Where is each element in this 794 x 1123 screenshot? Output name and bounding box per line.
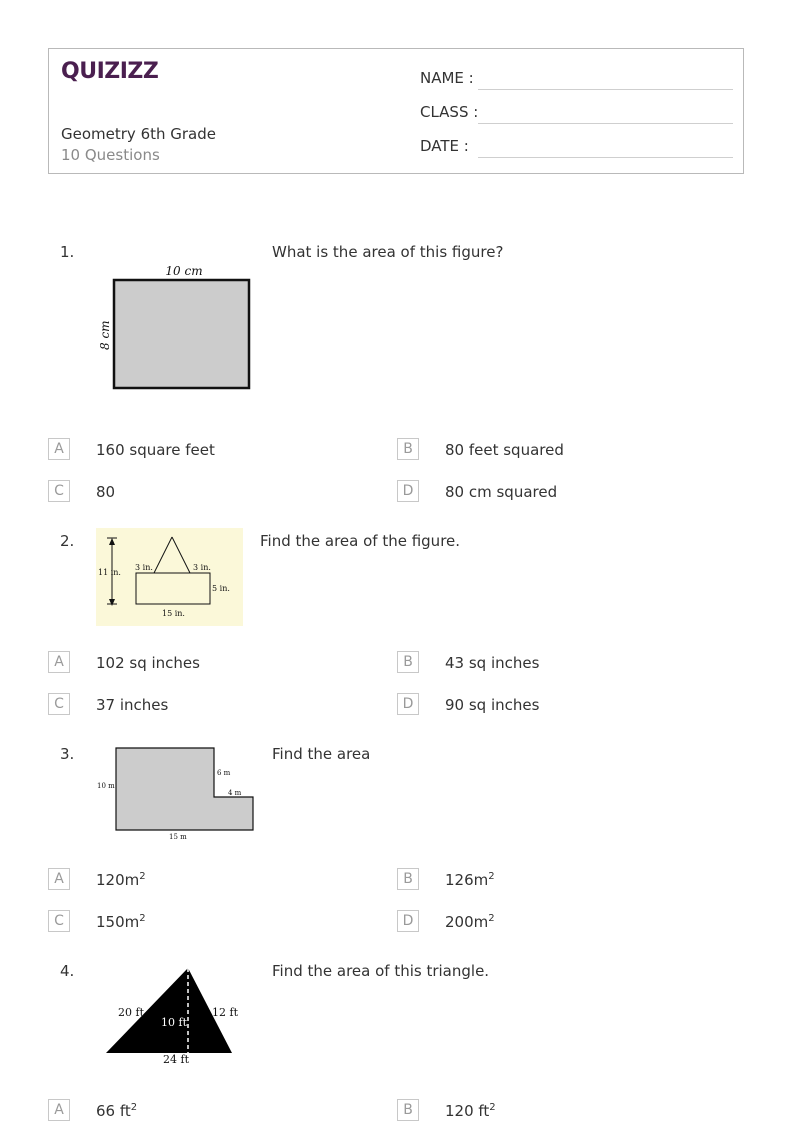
option-a-text[interactable]: $120m^2$ (96, 871, 146, 889)
figure-label: 11 in. (98, 568, 121, 577)
composite-figure (96, 528, 243, 626)
figure-label: 10 ft (161, 1016, 187, 1029)
figure-label: 10 cm (165, 264, 203, 278)
figure-label: 5 in. (212, 584, 230, 593)
question-text: What is the area of this figure? (272, 243, 504, 261)
question-number: 4. (60, 962, 75, 980)
option-b-marker[interactable]: B (397, 651, 419, 673)
option-b-text[interactable]: 43 sq inches (445, 654, 540, 672)
figure-label: 15 in. (162, 609, 185, 618)
figure-label: 3 in. (193, 563, 211, 572)
class-label: CLASS : (420, 103, 479, 121)
rectangle-figure (96, 262, 256, 394)
figure-label: 15 m (169, 833, 187, 841)
figure-label: 12 ft (212, 1006, 238, 1019)
option-b-marker[interactable]: B (397, 1099, 419, 1121)
option-b-text[interactable]: $126m^2$ (445, 871, 495, 889)
question-number: 3. (60, 745, 75, 763)
figure-label: 6 m (217, 769, 231, 777)
option-b-text[interactable]: 80 feet squared (445, 441, 564, 459)
option-c-text[interactable]: 80 (96, 483, 116, 501)
option-b-text[interactable]: 120 $ft^2$ (445, 1102, 496, 1120)
option-d-marker[interactable]: D (397, 910, 419, 932)
triangle-figure (100, 964, 240, 1070)
figure-label: 8 cm (98, 320, 112, 350)
option-c-marker[interactable]: C (48, 480, 70, 502)
option-a-text[interactable]: 102 sq inches (96, 654, 200, 672)
l-shape-figure (96, 742, 258, 846)
figure-label: 10 m (97, 782, 115, 790)
option-c-text[interactable]: $150m^2$ (96, 913, 146, 931)
question-count: 10 Questions (61, 146, 160, 164)
date-line[interactable] (478, 157, 733, 158)
option-a-marker[interactable]: A (48, 1099, 70, 1121)
question-number: 1. (60, 243, 75, 261)
question-text: Find the area (272, 745, 371, 763)
option-a-text[interactable]: 66 $ft^2$ (96, 1102, 138, 1120)
figure-label: 4 m (228, 789, 242, 797)
worksheet-title: Geometry 6th Grade (61, 125, 216, 143)
option-a-marker[interactable]: A (48, 651, 70, 673)
option-d-text[interactable]: $200m^2$ (445, 913, 495, 931)
name-line[interactable] (478, 89, 733, 90)
figure-label: 24 ft (163, 1053, 189, 1066)
date-label: DATE : (420, 137, 469, 155)
question-text: Find the area of the figure. (260, 532, 461, 550)
class-line[interactable] (478, 123, 733, 124)
question-number: 2. (60, 532, 75, 550)
question-text: Find the area of this triangle. (272, 962, 490, 980)
option-d-marker[interactable]: D (397, 480, 419, 502)
figure-label: 20 ft (118, 1006, 144, 1019)
option-c-marker[interactable]: C (48, 693, 70, 715)
option-a-text[interactable]: 160 square feet (96, 441, 215, 459)
option-c-text[interactable]: 37 inches (96, 696, 169, 714)
option-b-marker[interactable]: B (397, 438, 419, 460)
option-c-marker[interactable]: C (48, 910, 70, 932)
option-a-marker[interactable]: A (48, 438, 70, 460)
option-d-marker[interactable]: D (397, 693, 419, 715)
option-d-text[interactable]: 80 cm squared (445, 483, 558, 501)
option-d-text[interactable]: 90 sq inches (445, 696, 540, 714)
option-a-marker[interactable]: A (48, 868, 70, 890)
name-label: NAME : (420, 69, 474, 87)
option-b-marker[interactable]: B (397, 868, 419, 890)
worksheet-header (48, 48, 744, 174)
figure-label: 3 in. (135, 563, 153, 572)
quizizz-logo: QUIZIZZ (61, 59, 159, 84)
